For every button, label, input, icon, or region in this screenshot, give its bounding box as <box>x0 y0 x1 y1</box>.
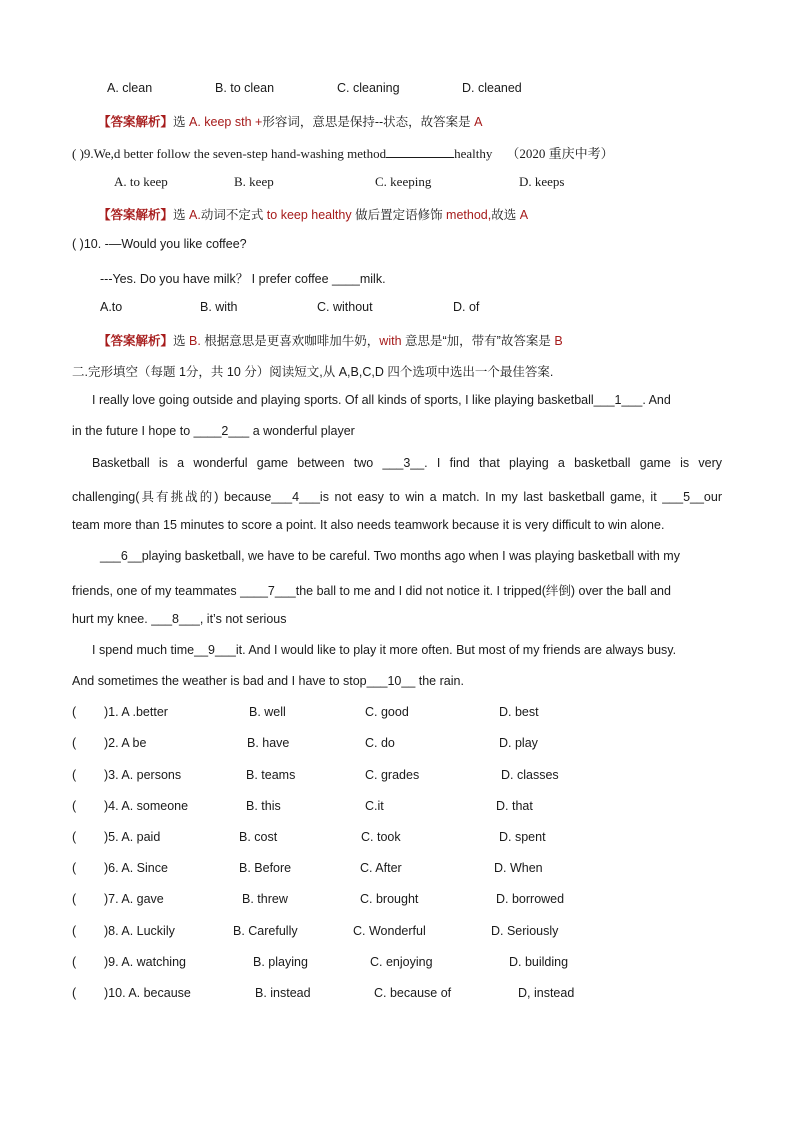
answer-paren[interactable]: ( <box>72 830 77 844</box>
q10-option-d: D. of <box>453 300 480 314</box>
answer-paren[interactable]: ( <box>72 892 77 906</box>
answer-highlight: B <box>554 334 563 348</box>
question-option-a: )5. A. paid <box>104 830 161 844</box>
answer-tag: 【答案解析】 <box>98 208 174 222</box>
question-option-c: C. brought <box>360 892 419 906</box>
answer-paren: ( ) <box>72 237 84 251</box>
answer-highlight: method, <box>446 208 492 222</box>
q9-option-b: B. keep <box>234 174 274 189</box>
passage-line: friends, one of my teammates ____7___the ball to me and I did not notice it. I tripped(绊倒) over the ball and <box>72 584 671 598</box>
passage-line: in the future I hope to ____2___ a wonderful player <box>72 424 355 438</box>
answer-select-word: 选 <box>173 115 189 129</box>
q10-stem <box>72 237 247 251</box>
answer-select-word: 选 <box>173 208 189 222</box>
answer-paren[interactable]: ( <box>72 955 77 969</box>
q8-answer <box>98 112 482 130</box>
question-option-a: )3. A. persons <box>104 768 182 782</box>
question-text: 9.We,d better follow the seven-step hand-washing method <box>83 146 387 161</box>
question-option-d: D, instead <box>518 986 575 1000</box>
q10-option-b: B. with <box>200 300 238 314</box>
question-option-c: C. grades <box>365 768 420 782</box>
question-option-d: D. spent <box>499 830 546 844</box>
answer-highlight: B. <box>189 334 201 348</box>
question-option-d: D. that <box>496 799 533 813</box>
question-option-a: )10. A. because <box>104 986 191 1000</box>
section-title: 二.完形填空（每题 1分，共 10 分）阅读短文,从 A,B,C,D 四个选项中选出一个最佳答案. <box>72 365 554 379</box>
q9-stem <box>72 143 614 162</box>
q8-option-d: D. cleaned <box>462 81 522 95</box>
q9-option-d: D. keeps <box>519 174 565 189</box>
question-option-d: D. play <box>499 736 538 750</box>
q8-option-b: B. to clean <box>215 81 275 95</box>
passage-line: ___6__playing basketball, we have to be careful. Two months ago when I was playing basketball with my <box>100 549 680 563</box>
question-option-b: B. Carefully <box>233 924 298 938</box>
answer-paren[interactable]: ( <box>72 924 77 938</box>
q10-line2: ---Yes. Do you have milk？ I prefer coffee ____milk. <box>100 272 386 286</box>
q8-option-c: C. cleaning <box>337 81 400 95</box>
question-option-c: C. do <box>365 736 395 750</box>
question-option-d: D. best <box>499 705 539 719</box>
question-text-after: healthy <box>454 146 493 161</box>
question-option-d: D. borrowed <box>496 892 565 906</box>
passage-line: And sometimes the weather is bad and I have to stop___10__ the rain. <box>72 674 464 688</box>
answer-text: 做后置定语修饰 <box>351 208 447 222</box>
answer-paren[interactable]: ( <box>72 705 77 719</box>
q9-option-c: C. keeping <box>375 174 432 189</box>
question-option-a: )7. A. gave <box>104 892 164 906</box>
passage-line: I spend much time__9___it. And I would like to play it more often. But most of my friends are always busy. <box>92 643 677 657</box>
question-option-a: )1. A .better <box>104 705 168 719</box>
question-option-c: C. After <box>360 861 402 875</box>
q9-answer <box>98 205 528 223</box>
question-option-b: B. threw <box>242 892 288 906</box>
question-option-b: B. Before <box>239 861 292 875</box>
q10-option-a: A.to <box>100 300 123 314</box>
question-option-c: C. enjoying <box>370 955 433 969</box>
q10-option-c: C. without <box>317 300 373 314</box>
question-option-a: )8. A. Luckily <box>104 924 175 938</box>
question-option-b: B. instead <box>255 986 311 1000</box>
question-option-b: B. teams <box>246 768 296 782</box>
answer-highlight: A <box>474 115 483 129</box>
passage-line: Basketball is a wonderful game between two ___3__. I find that playing a basketball game is very <box>92 456 722 470</box>
answer-paren[interactable]: ( <box>72 799 77 813</box>
answer-highlight: with <box>379 334 402 348</box>
question-option-b: B. this <box>246 799 281 813</box>
question-option-d: D. building <box>509 955 569 969</box>
answer-paren: ( ) <box>72 146 84 161</box>
passage-line: team more than 15 minutes to score a point. It also needs teamwork because it is very difficult to win alone. <box>72 518 665 532</box>
question-option-b: B. cost <box>239 830 278 844</box>
answer-paren[interactable]: ( <box>72 736 77 750</box>
answer-highlight: A <box>519 208 529 222</box>
question-option-d: D. When <box>494 861 543 875</box>
answer-text: 动词不定式 <box>200 208 267 222</box>
answer-paren[interactable]: ( <box>72 861 77 875</box>
question-source: （2020 重庆中考） <box>506 146 614 161</box>
question-option-b: B. well <box>249 705 286 719</box>
question-text: 10. -—Would you like coffee? <box>83 237 247 251</box>
q10-answer <box>98 331 563 349</box>
answer-text: 故选 <box>491 208 520 222</box>
passage-line: hurt my knee. ___8___, it’s not serious <box>72 612 287 626</box>
answer-text: 意思是“加，带有”故答案是 <box>401 334 555 348</box>
question-option-c: C. Wonderful <box>353 924 426 938</box>
question-option-a: )4. A. someone <box>104 799 189 813</box>
answer-highlight: A. keep sth + <box>189 115 263 129</box>
question-option-d: D. classes <box>501 768 559 782</box>
answer-paren[interactable]: ( <box>72 986 77 1000</box>
question-option-d: D. Seriously <box>491 924 559 938</box>
passage-line: I really love going outside and playing sports. Of all kinds of sports, I like playing basketball___1___. And <box>92 393 671 407</box>
question-option-c: C.it <box>365 799 384 813</box>
question-option-c: C. took <box>361 830 401 844</box>
answer-paren[interactable]: ( <box>72 768 77 782</box>
question-option-a: )6. A. Since <box>104 861 168 875</box>
answer-highlight: A. <box>189 208 201 222</box>
question-option-a: )2. A be <box>104 736 147 750</box>
q9-option-a: A. to keep <box>114 174 168 189</box>
question-option-b: B. have <box>247 736 290 750</box>
question-option-c: C. because of <box>374 986 452 1000</box>
passage-line: challenging(具有挑战的) because___4___is not easy to win a match. In my last basketball game, it ___5__our <box>72 490 722 504</box>
q8-option-a: A. clean <box>107 81 153 95</box>
answer-text: 形容词，意思是保持--状态，故答案是 <box>262 115 475 129</box>
answer-highlight: to keep healthy <box>266 208 352 222</box>
answer-select-word: 选 <box>173 334 189 348</box>
answer-text: 根据意思是更喜欢咖啡加牛奶， <box>200 334 380 348</box>
fill-blank[interactable] <box>386 145 454 158</box>
answer-tag: 【答案解析】 <box>98 334 174 348</box>
question-option-b: B. playing <box>253 955 308 969</box>
question-option-c: C. good <box>365 705 409 719</box>
answer-tag: 【答案解析】 <box>98 115 174 129</box>
question-option-a: )9. A. watching <box>104 955 186 969</box>
